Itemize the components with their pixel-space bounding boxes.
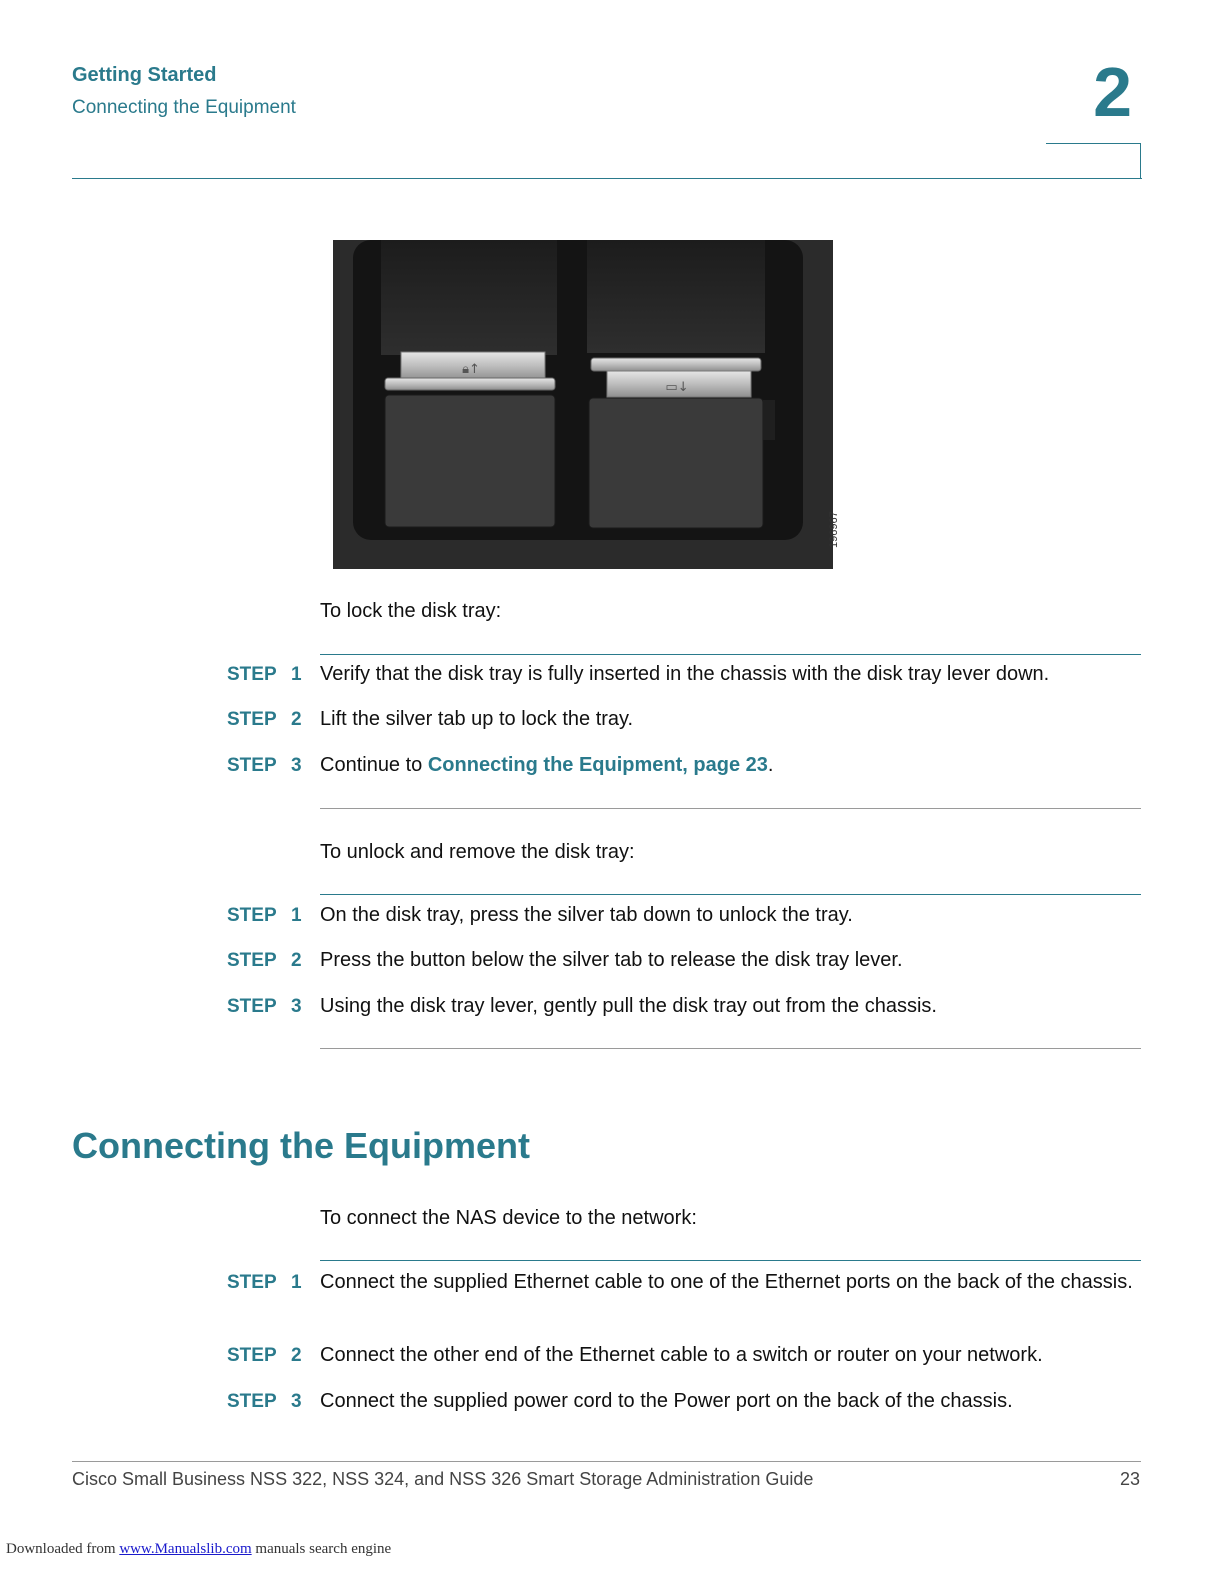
page-number: 23 <box>1119 1469 1140 1489</box>
step-text: Lift the silver tab up to lock the tray. <box>320 708 634 730</box>
left-tray-upper <box>381 240 557 355</box>
unlock-steps-bottom-rule <box>320 1048 1141 1049</box>
step-text: Connect the supplied Ethernet cable to one of the Ethernet ports on the back of the chassis. <box>320 1271 1133 1293</box>
step-text: Press the button below the silver tab to release the disk tray lever. <box>320 949 903 971</box>
step-text: Connect the other end of the Ethernet cable to a switch or router on your network. <box>320 1344 1043 1366</box>
connect-steps-top-rule <box>320 1260 1141 1261</box>
right-tray-upper <box>587 240 765 353</box>
right-tray-lever <box>591 358 761 371</box>
chapter-number-box <box>1046 143 1141 178</box>
right-tray-handle <box>589 398 763 528</box>
step-text: On the disk tray, press the silver tab down to unlock the tray. <box>320 904 853 926</box>
manualslib-link[interactable]: www.Manualslib.com <box>119 1541 252 1557</box>
unlock-symbol-icon: ▭↓ <box>665 380 689 395</box>
step-text: Using the disk tray lever, gently pull the disk tray out from the chassis. <box>320 995 937 1017</box>
lock-steps-bottom-rule <box>320 808 1141 809</box>
step-label: STEP 1 <box>227 664 302 685</box>
footer-guide-title: Cisco Small Business NSS 322, NSS 324, and NSS 326 Smart Storage Administration Guide <box>72 1469 814 1489</box>
step-text: Connect the supplied power cord to the Power port on the back of the chassis. <box>320 1390 1013 1412</box>
left-tray-lever <box>385 378 555 390</box>
step-text: Continue to Connecting the Equipment, page 23. <box>320 754 774 776</box>
header-rule <box>72 178 1142 179</box>
step-label: STEP 2 <box>227 950 302 971</box>
disk-tray-illustration <box>333 240 833 569</box>
chapter-title: Getting Started <box>72 64 217 86</box>
lock-symbol-icon: 🔒︎↑ <box>462 362 480 377</box>
figure-id: 196967 <box>828 511 840 548</box>
section-subtitle: Connecting the Equipment <box>72 97 296 118</box>
step-label: STEP 3 <box>227 1391 302 1412</box>
connecting-equipment-link[interactable]: Connecting the Equipment, page 23 <box>427 754 768 776</box>
step-label: STEP 3 <box>227 996 302 1017</box>
connect-intro: To connect the NAS device to the network: <box>320 1207 697 1229</box>
step-label: STEP 1 <box>227 1272 302 1293</box>
unlock-intro: To unlock and remove the disk tray: <box>320 841 635 863</box>
download-source: Downloaded from www.Manualslib.com manuals search engine <box>6 1541 392 1557</box>
unlock-steps-top-rule <box>320 894 1141 895</box>
chapter-number: 2 <box>1093 53 1132 131</box>
section-heading: Connecting the Equipment <box>72 1125 530 1166</box>
left-tray-handle <box>385 395 555 527</box>
step-label: STEP 1 <box>227 905 302 926</box>
lock-intro: To lock the disk tray: <box>320 600 502 622</box>
step-label: STEP 3 <box>227 755 302 776</box>
step-label: STEP 2 <box>227 1345 302 1366</box>
disk-tray-photo <box>333 240 833 569</box>
step-text: Verify that the disk tray is fully inserted in the chassis with the disk tray lever down. <box>320 663 1050 685</box>
footer-rule <box>72 1461 1141 1462</box>
lock-steps-top-rule <box>320 654 1141 655</box>
step-label: STEP 2 <box>227 709 302 730</box>
